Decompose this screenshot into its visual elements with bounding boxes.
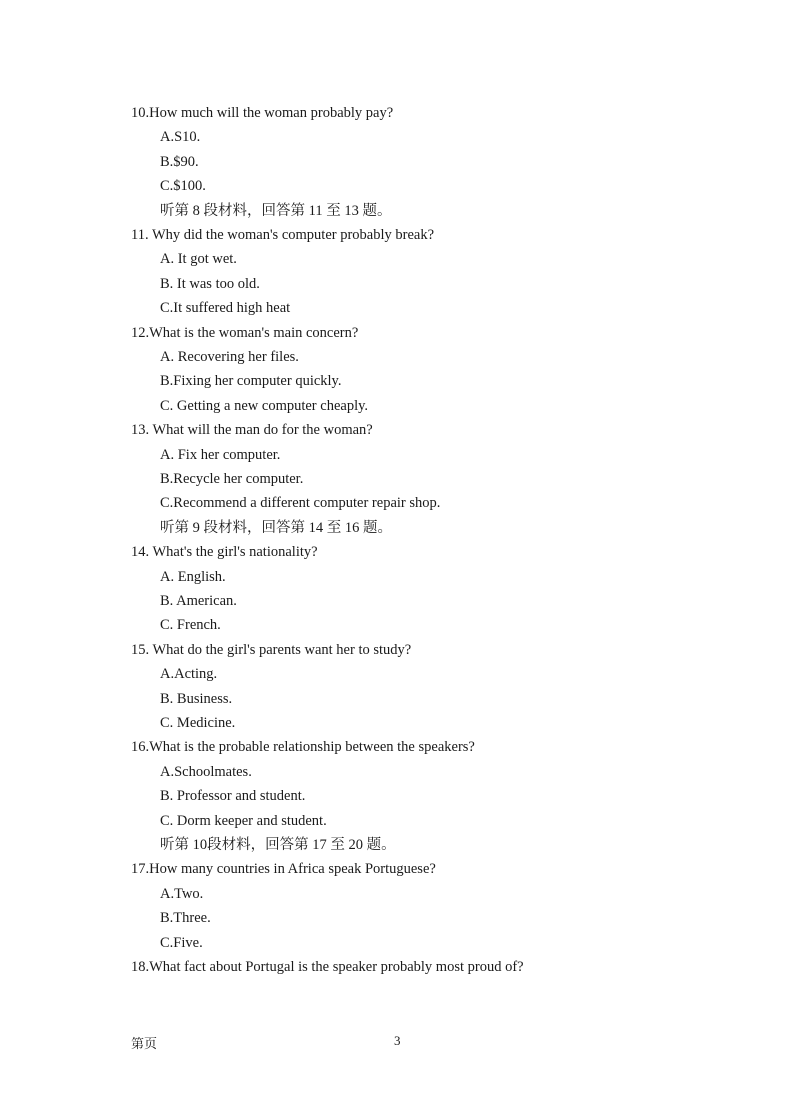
footer-label: 第页 <box>131 1036 158 1051</box>
option-text: C. French. <box>160 617 221 634</box>
option-text: B. American. <box>160 593 237 609</box>
option-text: 听第 8 段材料，回答第 11 至 13 题。 <box>160 202 392 219</box>
option-text: A.Acting. <box>160 666 218 683</box>
question-text: 18.What fact about Portugal is the speaker probably most proud of? <box>131 959 524 975</box>
option-text: B.Recycle her computer. <box>160 471 304 487</box>
option-text: B. Business. <box>160 690 233 707</box>
option-text: A.S10. <box>160 129 201 146</box>
option-text: B.$90. <box>160 153 199 170</box>
option-text: B.Three. <box>160 910 211 927</box>
question-text: 14. What's the girl's nationality? <box>131 544 318 561</box>
question-text: 13. What will the man do for the woman? <box>131 422 373 439</box>
question-text: 15. What do the girl's parents want her to study? <box>131 641 412 658</box>
question-text: 17.How many countries in Africa speak Portuguese? <box>131 861 436 878</box>
option-text: A.Schoolmates. <box>160 763 252 780</box>
option-text: A. It got wet. <box>160 251 237 268</box>
option-text: C. Medicine. <box>160 715 236 731</box>
option-text: C.Five. <box>160 934 203 951</box>
option-text: C.$100. <box>160 178 206 195</box>
page-number: 3 <box>394 1033 401 1048</box>
question-text: 10.How much will the woman probably pay? <box>131 105 394 121</box>
option-text: B. Professor and student. <box>160 788 306 805</box>
question-text: 12.What is the woman's main concern? <box>131 324 359 341</box>
option-text: A. English. <box>160 568 226 585</box>
option-text: C. Dorm keeper and student. <box>160 812 327 829</box>
option-text: C. Getting a new computer cheaply. <box>160 397 369 414</box>
question-text: 16.What is the probable relationship between the speakers? <box>131 739 475 756</box>
question-text: 11. Why did the woman's computer probably break? <box>131 227 435 243</box>
option-text: 听第 10段材料，回答第 17 至 20 题。 <box>160 837 396 853</box>
option-text: 听第 9 段材料，回答第 14 至 16 题。 <box>160 519 392 536</box>
option-text: C.Recommend a different computer repair shop. <box>160 495 441 512</box>
option-text: C.It suffered high heat <box>160 300 291 317</box>
option-text: A.Two. <box>160 885 204 902</box>
option-text: A. Fix her computer. <box>160 446 281 463</box>
option-text: A. Recovering her files. <box>160 349 299 365</box>
option-text: B. It was too old. <box>160 275 260 292</box>
option-text: B.Fixing her computer quickly. <box>160 373 342 390</box>
